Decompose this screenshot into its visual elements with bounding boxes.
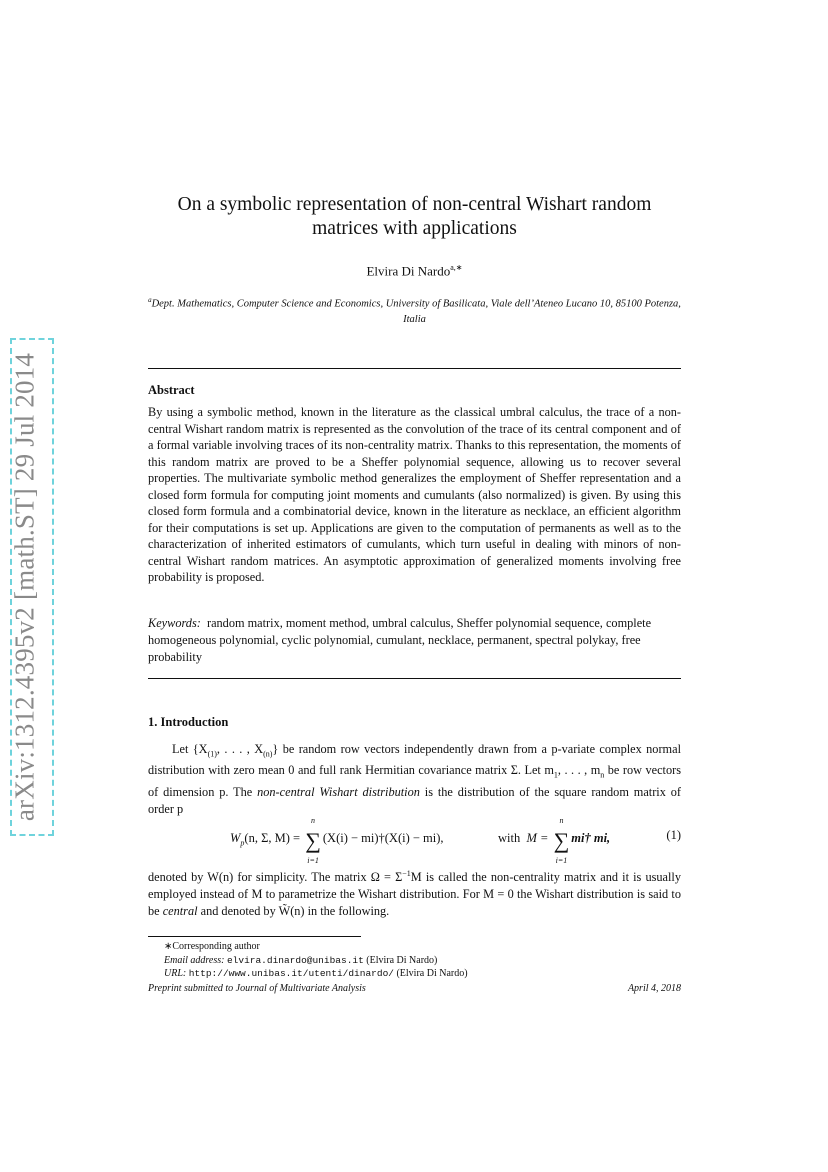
intro-p1-sub-f: 1 (553, 770, 558, 780)
intro-p1-text-k: is the distribution of the square random matrix of order p (148, 784, 681, 816)
intro-paragraph-1 (148, 741, 681, 818)
equation-lhs (230, 816, 444, 865)
abstract-bottom-rule (148, 678, 681, 679)
eq-with: with (498, 831, 521, 845)
intro-p1-sub-d: (n) (263, 749, 273, 759)
footnote-url (164, 967, 468, 981)
url-label: URL: (164, 968, 187, 979)
equation-1 (148, 814, 681, 865)
eq-rhs-lhs: M = (526, 831, 549, 845)
intro-p1-sub-b: (1) (207, 749, 217, 759)
arxiv-identifier[interactable]: arXiv:1312.4395v2 [math.ST] 29 Jul 2014 (9, 352, 40, 822)
author-marks: a,∗ (450, 263, 463, 272)
url-link[interactable]: http://www.unibas.it/utenti/dinardo/ (188, 968, 394, 979)
footnote-rule (148, 936, 361, 937)
url-owner: (Elvira Di Nardo) (396, 968, 468, 979)
eq-symbol-w: W (230, 831, 241, 845)
affiliation (148, 293, 681, 327)
intro-p1-text-e: } be random row vectors independently drawn from a p-variate complex normal distribution with zero mean 0 and full rank Hermitian covariance matrix Σ. Let m (148, 742, 681, 778)
sum-upper-limit: n (311, 816, 316, 825)
keywords-label: Keywords: (148, 616, 201, 630)
intro-p2-text-e: and denoted by W̃(n) in the following. (197, 904, 390, 919)
email-label: Email address: (164, 954, 225, 966)
intro-p2-text-a: denoted by W(n) for simplicity. The matrix Ω = Σ (148, 870, 403, 885)
abstract-top-rule (148, 368, 681, 369)
footer-date: April 4, 2018 (627, 983, 681, 994)
intro-p2-text-c: M is called the non-centrality matrix and it is usually employed instead of M to parametrize the Wishart distribution. For M = 0 the Wishart distribution is said to be (148, 870, 681, 919)
footnote-corresponding: ∗Corresponding author (164, 941, 260, 952)
sum2-upper-limit: n (559, 816, 564, 825)
section-heading-introduction: 1. Introduction (148, 715, 229, 729)
abstract-body: By using a symbolic method, known in the literature as the classical umbral calculus, the trace of a non-central Wishart random matrix is represented as the convolution of the trace of its central component and of a formal variable involving traces of its non-centrality matrix. Thanks to this representation, the moments of this random matrix are proved to be a Sheffer polynomial sequence, allowing us to recover several properties. The multivariate symbolic method generalizes the employment of Sheffer representation and a closed form formula for computing joint moments and cumulants (also normalized) is given. By using this closed form formula and a combinatorial device, known in the literature as necklace, an efficient algorithm for their computations is set up. Applications are given to the computation of permanents as well as to the characterization of inherited estimators of cumulants, which turn useful in dealing with minors of non-central Wishart random matrices. An asymptotic approximation of generalized moments involving free probability is proposed. (148, 405, 681, 584)
intro-p1-text-i: be row vectors of dimension p. The (148, 763, 681, 799)
abstract-heading: Abstract (148, 383, 195, 397)
equation-number: (1) (666, 828, 681, 842)
sum2-lower-limit: i=1 (555, 856, 568, 865)
intro-paragraph-2 (148, 865, 681, 920)
intro-p1-text-c: , . . . , X (216, 742, 264, 756)
intro-p1-emphasis: non-central Wishart distribution (257, 784, 420, 799)
footnote-email (164, 954, 468, 968)
sum-lower-limit: i=1 (307, 856, 319, 865)
intro-p2-emphasis: central (162, 904, 198, 919)
equation-rhs (498, 816, 611, 865)
eq-summand: (X(i) − mi)†(X(i) − mi), (322, 831, 444, 845)
summation-symbol: ∑ n i=1 (305, 816, 321, 865)
author-line (148, 263, 681, 279)
paper-title: On a symbolic representation of non-central Wishart random matrices with applications (177, 194, 652, 239)
eq-symbol-w-sub: p (240, 838, 245, 848)
summation-symbol-2: ∑ n i=1 (553, 816, 570, 865)
affiliation-text: Dept. Mathematics, Computer Science and Economics, University of Basilicata, Viale dell’Ateneo Lucano 10, 85100 Potenza, Italia (151, 298, 681, 325)
keywords-text: random matrix, moment method, umbral calculus, Sheffer polynomial sequence, complete homogeneous polynomial, cyclic polynomial, cumulant, necklace, permanent, spectral polykay, free probability (148, 616, 652, 664)
affiliation-mark: a (148, 296, 152, 304)
keywords (148, 615, 681, 666)
footnotes (164, 940, 468, 981)
author-name: Elvira Di Nardo (366, 263, 451, 279)
eq-rhs-term: mi† mi, (571, 831, 611, 845)
eq-lhs-args: (n, Σ, M) = (244, 831, 301, 845)
intro-p1-text-a: Let {X (172, 742, 208, 756)
email-owner: (Elvira Di Nardo) (366, 954, 438, 966)
email-link[interactable]: elvira.dinardo@unibas.it (226, 954, 364, 966)
intro-p1-sub-h: n (600, 770, 605, 780)
intro-p1-text-g: , . . . , m (557, 763, 601, 778)
intro-p2-sup: −1 (402, 869, 411, 878)
footer-journal: Preprint submitted to Journal of Multivariate Analysis (148, 983, 366, 994)
